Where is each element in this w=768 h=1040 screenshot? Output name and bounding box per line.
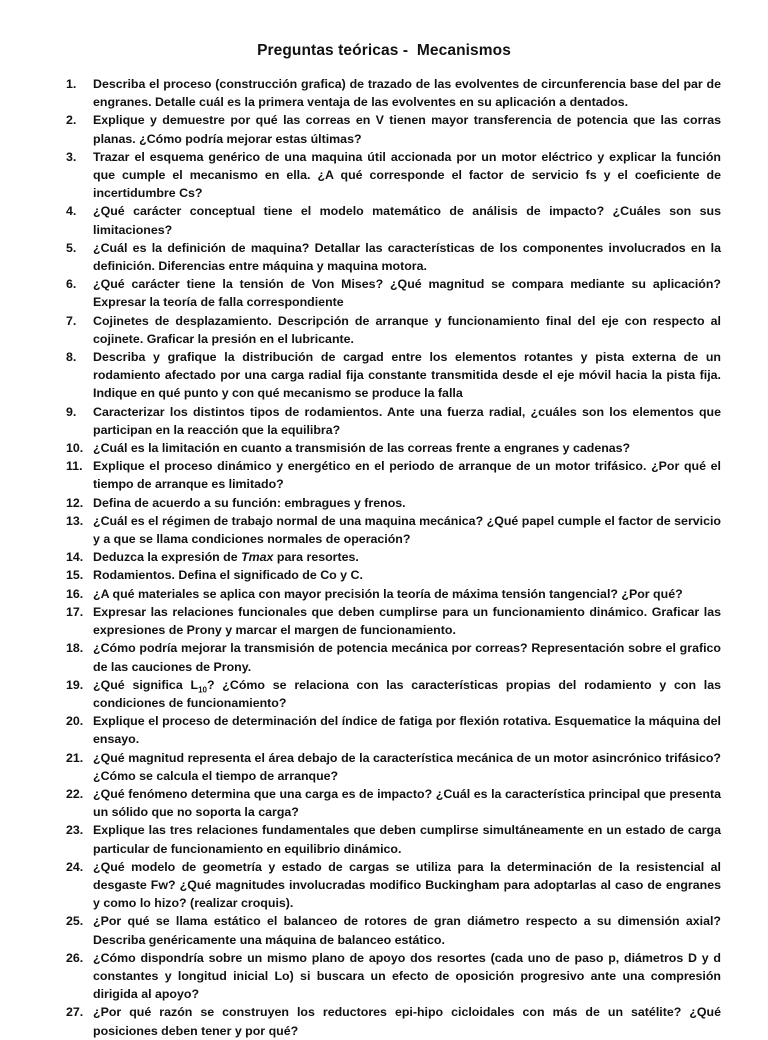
question-text: ¿Cómo dispondría sobre un mismo plano de apoyo dos resortes (cada uno de paso p, diámetros D y d constantes y longitud inicial Lo) si buscara un efecto de oposición progresivo ante una compresión dirigida al apoyo? bbox=[93, 950, 721, 1002]
question-item bbox=[66, 111, 721, 147]
question-number: 9. bbox=[66, 404, 77, 419]
question-number: 3. bbox=[66, 149, 77, 164]
question-number: 10. bbox=[66, 441, 84, 456]
italic-symbol: Tmax bbox=[241, 550, 274, 565]
question-number: 23. bbox=[66, 823, 84, 838]
question-text: Describa el proceso (construcción grafica) de trazado de las evolventes de circunferencia base del par de engranes. Detalle cuál es la primera ventaja de las evolventes en su aplicación a dentados. bbox=[93, 77, 721, 110]
question-text-part: Deduzca la expresión de bbox=[93, 550, 242, 565]
question-item bbox=[66, 676, 721, 712]
question-list bbox=[66, 75, 721, 1040]
question-text: Trazar el esquema genérico de una maquina útil accionada por un motor eléctrico y explicar la función que cumple el mecanismo en ella. ¿A qué corresponde el factor de servicio fs y el coeficiente de incertidumbre Cs? bbox=[93, 149, 721, 201]
question-text: ¿Por qué razón se construyen los reductores epi-hipo cicloidales con más de un satélite? ¿Qué posiciones deben tener y por qué? bbox=[93, 1005, 721, 1038]
question-text: ¿Por qué se llama estático el balanceo de rotores de gran diámetro respecto a su dimensión axial? Describa genéricamente una máquina de balanceo estático. bbox=[93, 914, 721, 947]
question-item bbox=[66, 202, 721, 238]
question-text: ¿Qué magnitud representa el área debajo de la característica mecánica de un motor asincrónico trifásico? ¿Cómo se calcula el tiempo de arranque? bbox=[93, 750, 721, 783]
question-text-part: ¿Qué significa L bbox=[93, 677, 199, 692]
question-text: Caracterizar los distintos tipos de rodamientos. Ante una fuerza radial, ¿cuáles son los elementos que participan en la reacción que la equilibra? bbox=[93, 404, 721, 437]
question-number: 7. bbox=[66, 313, 77, 328]
question-item bbox=[66, 494, 721, 512]
question-item bbox=[66, 603, 721, 639]
question-item bbox=[66, 585, 721, 603]
question-item bbox=[66, 858, 721, 913]
question-text: ¿Cuál es la limitación en cuanto a transmisión de las correas frente a engranes y cadenas? bbox=[93, 441, 631, 456]
question-text bbox=[93, 548, 721, 566]
question-number: 18. bbox=[66, 641, 84, 656]
question-text: Rodamientos. Defina el significado de Co y C. bbox=[93, 568, 363, 583]
question-number: 22. bbox=[66, 786, 84, 801]
question-item bbox=[66, 239, 721, 275]
question-text: Explique las tres relaciones fundamentales que deben cumplirse simultáneamente en un estado de carga particular de funcionamiento en equilibrio dinámico. bbox=[93, 823, 721, 856]
question-number: 12. bbox=[66, 495, 84, 510]
question-number: 11. bbox=[66, 459, 83, 474]
question-number: 13. bbox=[66, 513, 84, 528]
question-item bbox=[66, 1003, 721, 1039]
question-text: ¿Qué modelo de geometría y estado de cargas se utiliza para la determinación de la resistencial al desgaste Fw? ¿Qué magnitudes involucradas modifico Buckingham para adoptarlas al caso de engranes y como lo hizo? (realizar croquis). bbox=[93, 859, 721, 911]
question-text-part: para resortes. bbox=[273, 550, 359, 565]
question-number: 6. bbox=[66, 277, 77, 292]
question-number: 8. bbox=[66, 350, 77, 365]
question-number: 20. bbox=[66, 714, 84, 729]
question-text: Defina de acuerdo a su función: embragues y frenos. bbox=[93, 495, 406, 510]
question-number: 15. bbox=[66, 568, 84, 583]
question-item bbox=[66, 912, 721, 948]
question-item bbox=[66, 548, 721, 566]
question-number: 17. bbox=[66, 604, 84, 619]
question-item bbox=[66, 403, 721, 439]
question-text: ¿Qué carácter tiene la tensión de Von Mises? ¿Qué magnitud se compara mediante su aplicación? Expresar la teoría de falla correspondiente bbox=[93, 277, 721, 310]
question-text-part: ? ¿Cómo se relaciona con las características propias del rodamiento y con las condiciones de funcionamiento? bbox=[93, 677, 722, 710]
question-item bbox=[66, 821, 721, 857]
question-text: ¿A qué materiales se aplica con mayor precisión la teoría de máxima tensión tangencial? ¿Por qué? bbox=[93, 586, 683, 601]
question-item bbox=[66, 639, 721, 675]
question-text: ¿Cómo podría mejorar la transmisión de potencia mecánica por correas? Representación sobre el grafico de las cauciones de Prony. bbox=[93, 641, 721, 674]
question-item bbox=[66, 512, 721, 548]
question-text: ¿Qué fenómeno determina que una carga es de impacto? ¿Cuál es la característica principal que presenta un sólido que no soporta la carga? bbox=[93, 786, 721, 820]
page-title: Preguntas teóricas - Mecanismos bbox=[257, 42, 511, 59]
question-text: Explique y demuestre por qué las correas en V tienen mayor transferencia de potencia que las corras planas. ¿Cómo podría mejorar estas últimas? bbox=[93, 113, 721, 146]
question-number: 2. bbox=[66, 113, 77, 128]
question-item bbox=[66, 785, 721, 821]
question-number: 25. bbox=[66, 914, 84, 929]
question-number: 1. bbox=[66, 77, 77, 91]
question-text: Describa y grafique la distribución de cargad entre los elementos rotantes y pista externa de un rodamiento afectado por una carga radial fija constante transmitida desde el eje móvil hacia la pista fija. Indique en qué punto y con qué mecanismo se produce la falla bbox=[93, 350, 721, 401]
question-item bbox=[66, 566, 721, 584]
question-text bbox=[93, 676, 721, 712]
question-text: ¿Qué carácter conceptual tiene el modelo matemático de análisis de impacto? ¿Cuáles son sus limitaciones? bbox=[93, 204, 721, 237]
question-number: 27. bbox=[66, 1005, 84, 1020]
question-item bbox=[66, 348, 721, 403]
question-text: Explique el proceso dinámico y energético en el periodo de arranque de un motor trifásico. ¿Por qué el tiempo de arranque es limitado? bbox=[93, 459, 721, 492]
question-item bbox=[66, 949, 721, 1004]
question-number: 26. bbox=[66, 950, 84, 965]
question-item bbox=[66, 439, 721, 457]
question-item bbox=[66, 148, 721, 203]
question-text: ¿Cuál es el régimen de trabajo normal de una maquina mecánica? ¿Qué papel cumple el factor de servicio y a que se llama condiciones normales de operación? bbox=[93, 513, 721, 547]
question-item bbox=[66, 749, 721, 785]
question-number: 16. bbox=[66, 586, 84, 601]
question-text: Explique el proceso de determinación del índice de fatiga por flexión rotativa. Esquematice la máquina del ensayo. bbox=[93, 714, 721, 747]
question-item bbox=[66, 275, 721, 311]
question-item bbox=[66, 712, 721, 748]
question-text: Cojinetes de desplazamiento. Descripción de arranque y funcionamiento final del eje con respecto al cojinete. Graficar la presión en el lubricante. bbox=[93, 313, 721, 346]
question-text: ¿Cuál es la definición de maquina? Detallar las características de los componentes involucrados en la definición. Diferencias entre máquina y maquina motora. bbox=[93, 240, 721, 274]
question-number: 21. bbox=[66, 750, 84, 765]
question-number: 4. bbox=[66, 204, 77, 219]
question-number: 5. bbox=[66, 240, 77, 255]
question-number: 19. bbox=[66, 677, 84, 692]
subscript: 10 bbox=[198, 685, 207, 695]
question-item bbox=[66, 312, 721, 348]
question-number: 24. bbox=[66, 859, 84, 874]
question-item bbox=[66, 457, 721, 493]
question-text: Expresar las relaciones funcionales que deben cumplirse para un funcionamiento dinámico. Graficar las expresiones de Prony y marcar el margen de funcionamiento. bbox=[93, 604, 721, 638]
question-number: 14. bbox=[66, 550, 84, 565]
question-item bbox=[66, 75, 721, 111]
